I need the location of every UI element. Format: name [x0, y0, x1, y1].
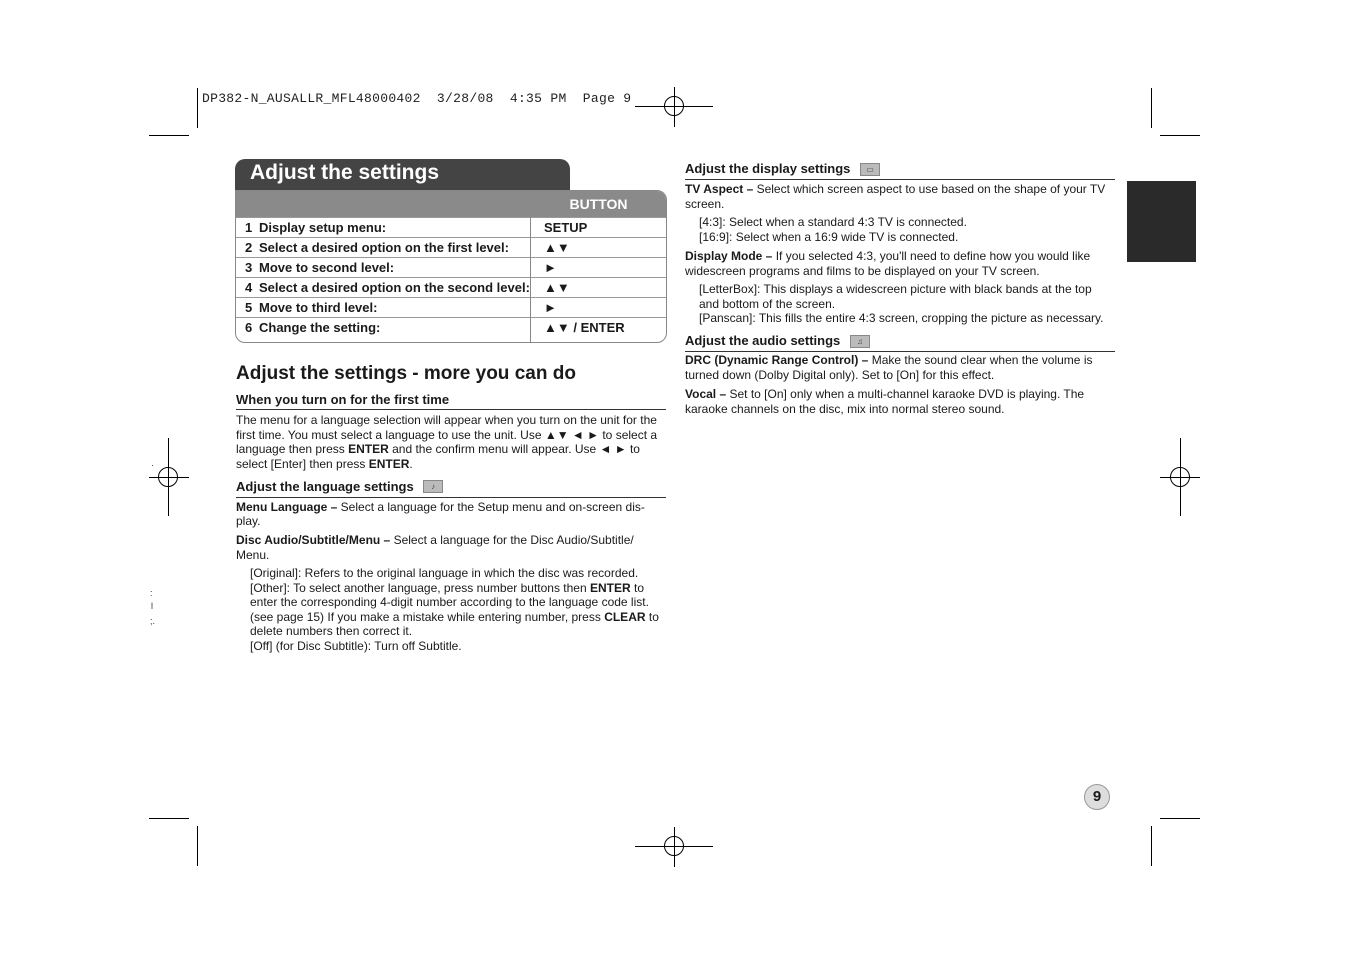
section-heading: Adjust the settings - more you can do [236, 363, 576, 384]
margin-mark: ;. [150, 616, 156, 626]
chapter-tab [1127, 181, 1196, 262]
divider [236, 409, 666, 410]
divider [685, 179, 1115, 180]
margin-mark: l [151, 601, 153, 611]
print-header: DP382-N_AUSALLR_MFL48000402 3/28/08 4:35 PM Page 9 [202, 91, 632, 106]
first-time-text: The menu for a language selection will appear when you turn on the unit for the first time. You must select a language to use the unit. Use ▲▼ ◄ ► to select a language then press ENTER and the confirm menu will appear. Use ◄ ► to select [Enter] then press ENTER. [236, 413, 658, 471]
step-button: SETUP [544, 220, 588, 235]
table-header [236, 191, 666, 217]
language-icon: ♪ [423, 480, 443, 493]
step-label: Change the setting: [259, 320, 381, 335]
audio-icon: ♫ [850, 335, 870, 348]
menu-language-cont: play. [236, 514, 261, 528]
step-number: 6 [245, 320, 253, 335]
menu-language-text: Menu Language – Select a language for the Setup menu and on-screen dis- [236, 500, 645, 514]
step-label: Select a desired option on the first level: [259, 240, 509, 255]
first-time-heading: When you turn on for the first time [236, 392, 450, 407]
table-row [236, 317, 666, 338]
step-number: 4 [245, 280, 253, 295]
step-number: 5 [245, 300, 253, 315]
step-label: Move to second level: [259, 260, 395, 275]
display-mode-text: Display Mode – If you selected 4:3, you'll need to define how you would like widescreen programs and films to be displayed on your TV screen. [685, 249, 1091, 278]
step-button: ▲▼ [544, 280, 570, 295]
step-button: ▲▼ [544, 240, 570, 255]
aspect-options: [4:3]: Select when a standard 4:3 TV is connected. [16:9]: Select when a 16:9 wide TV is connected. [699, 215, 967, 244]
drc-text: DRC (Dynamic Range Control) – Make the sound clear when the volume is turned down (Dolby Digital only). Set to [On] for this effect. [685, 353, 1093, 382]
step-label: Move to third level: [259, 300, 378, 315]
step-number: 2 [245, 240, 253, 255]
language-options: [Original]: Refers to the original language in which the disc was recorded. [Other]: To select another language, press number buttons then ENTER to enter the corresponding 4-digit number according to the language code list. (see page 15) If you make a mistake while entering number, press CLEAR to delete numbers then correct it. [Off] (for Disc Subtitle): Turn off Subtitle. [250, 566, 659, 653]
page-title: Adjust the settings [250, 161, 440, 184]
display-heading: Adjust the display settings [685, 161, 851, 176]
audio-heading: Adjust the audio settings [685, 333, 841, 348]
table-row [236, 237, 666, 258]
column-divider [530, 191, 531, 342]
language-heading: Adjust the language settings [236, 479, 414, 494]
step-label: Display setup menu: [259, 220, 387, 235]
table-row [236, 297, 666, 318]
page-number: 9 [1084, 784, 1110, 810]
margin-mark: : [150, 588, 153, 598]
display-icon: ▭ [860, 163, 880, 176]
step-number: 1 [245, 220, 253, 235]
step-button: ▲▼ / ENTER [544, 320, 625, 335]
settings-table [235, 190, 667, 343]
step-button: ► [544, 260, 557, 275]
margin-mark: · [151, 460, 154, 470]
title-tab [235, 159, 570, 193]
divider [685, 351, 1115, 352]
step-label: Select a desired option on the second level: [259, 280, 530, 295]
table-row [236, 257, 666, 278]
step-number: 3 [245, 260, 253, 275]
button-column-header: BUTTON [569, 196, 628, 212]
divider [236, 497, 666, 498]
table-row [236, 217, 666, 238]
tv-aspect-text: TV Aspect – Select which screen aspect to use based on the shape of your TV screen. [685, 182, 1106, 211]
disc-language-text: Disc Audio/Subtitle/Menu – Select a language for the Disc Audio/Subtitle/ Menu. [236, 533, 634, 562]
step-button: ► [544, 300, 557, 315]
vocal-text: Vocal – Set to [On] only when a multi-channel karaoke DVD is playing. The karaoke channels on the disc, mix into normal stereo sound. [685, 387, 1085, 416]
table-row [236, 277, 666, 298]
display-mode-options: [LetterBox]: This displays a widescreen picture with black bands at the top and bottom of the screen. [Panscan]: This fills the entire 4:3 screen, cropping the picture as necessary. [699, 282, 1104, 325]
